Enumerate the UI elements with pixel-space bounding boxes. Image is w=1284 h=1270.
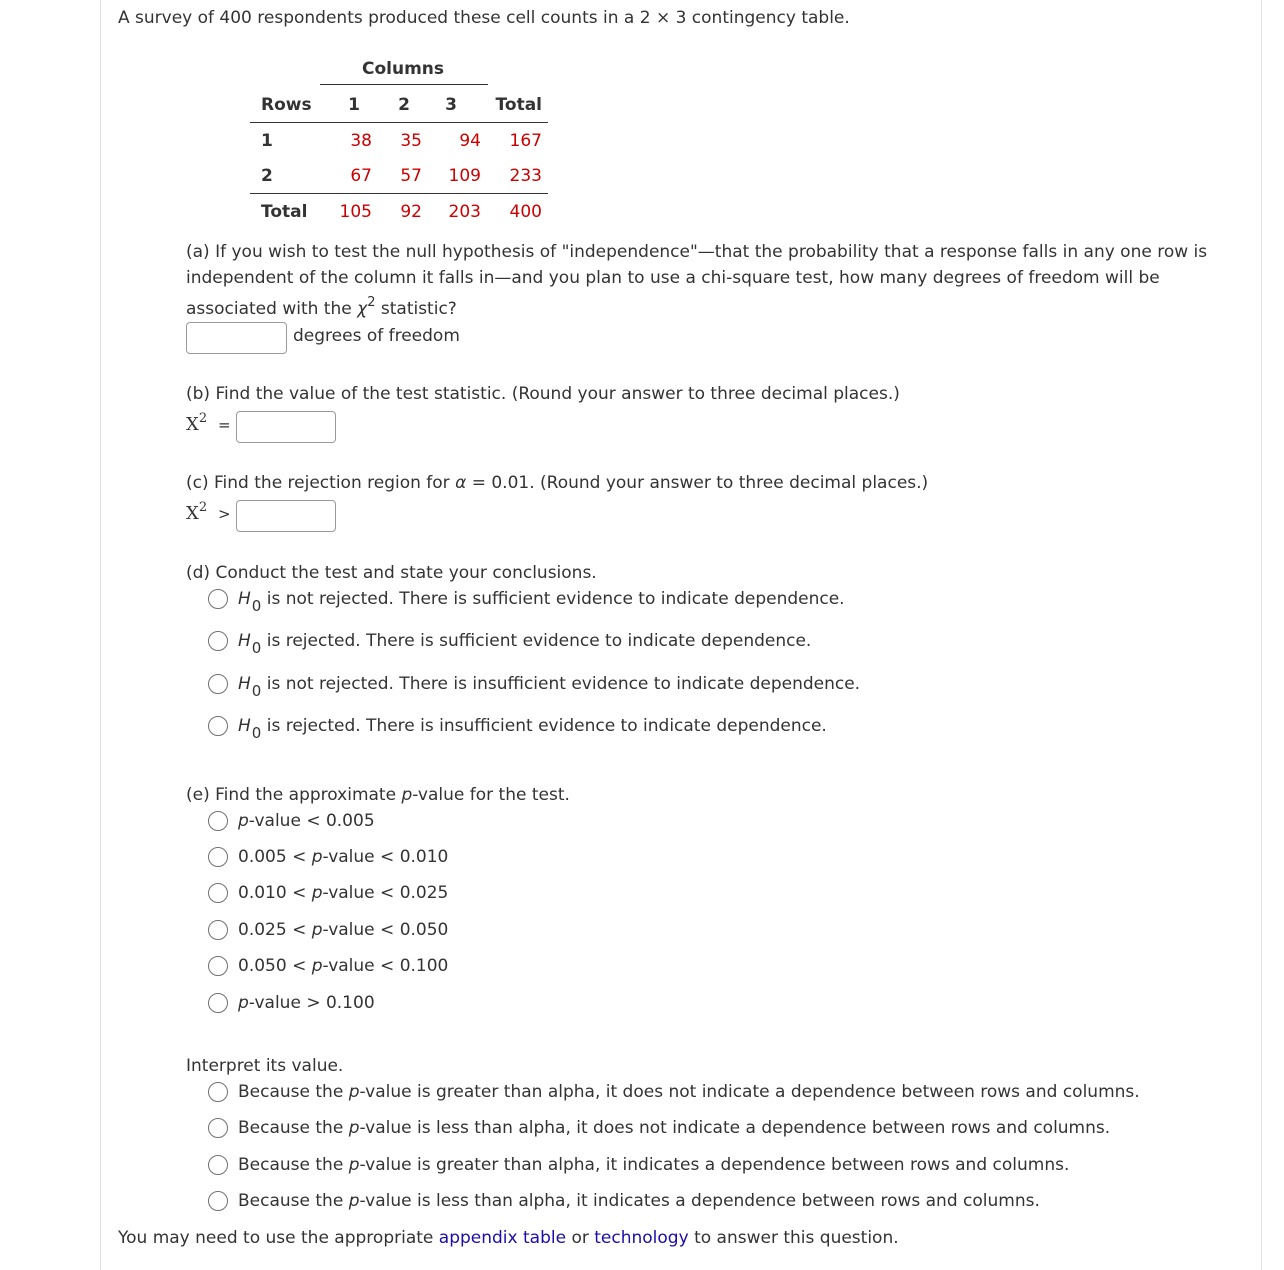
- h-subscript: 0: [251, 639, 262, 657]
- h-subscript: 0: [251, 682, 262, 700]
- p-value-radio[interactable]: [208, 883, 228, 903]
- part-e-text-pre: (e) Find the approximate: [186, 785, 397, 805]
- interpret-statement: -value is less than alpha, it does not indicate a dependence between rows and columns.: [359, 1118, 1111, 1138]
- part-c-text: [186, 473, 928, 493]
- conclusion-label: [238, 631, 812, 657]
- rejection-region-input[interactable]: [236, 500, 336, 532]
- chi-symbol: χ: [357, 299, 368, 319]
- p-symbol: p: [348, 1191, 360, 1211]
- p-value-label: [238, 993, 375, 1013]
- p-value-radio[interactable]: [208, 920, 228, 940]
- p-value-pre: 0.025 <: [238, 920, 312, 940]
- p-value-range: -value < 0.100: [322, 956, 449, 976]
- table-cell: 105: [339, 202, 372, 222]
- total-underline: [250, 193, 548, 194]
- interpret-lead: Because the: [238, 1118, 344, 1138]
- part-c-text-post: = 0.01. (Round your answer to three decimal places.): [471, 473, 929, 493]
- p-value-radio[interactable]: [208, 993, 228, 1013]
- footer-note: [118, 1228, 899, 1248]
- chi-square-x: X: [186, 414, 199, 435]
- part-a-line3-pre: associated with the: [186, 299, 352, 319]
- interpret-radio[interactable]: [208, 1082, 228, 1102]
- h-symbol: H: [238, 674, 251, 694]
- h-symbol: H: [238, 716, 251, 736]
- p-value-label: [238, 883, 448, 903]
- conclusion-text: is rejected. There is insufficient evidence to indicate dependence.: [266, 716, 827, 736]
- row-label: Total: [261, 202, 308, 222]
- p-value-pre: 0.010 <: [238, 883, 312, 903]
- h-subscript: 0: [251, 724, 262, 742]
- p-symbol: p: [348, 1082, 360, 1102]
- p-symbol: p: [311, 920, 323, 940]
- p-symbol: p: [348, 1155, 360, 1175]
- interpret-label: [238, 1118, 1110, 1138]
- conclusion-label: [238, 716, 827, 742]
- p-symbol: p: [311, 883, 323, 903]
- p-value-range: -value < 0.005: [248, 811, 375, 831]
- interpret-lead: Because the: [238, 1082, 344, 1102]
- footer-post: to answer this question.: [694, 1228, 899, 1248]
- interpret-statement: -value is greater than alpha, it does not indicate a dependence between rows and columns.: [359, 1082, 1140, 1102]
- table-cell: 109: [448, 166, 481, 186]
- h-subscript: 0: [251, 597, 262, 615]
- equals-sign: =: [218, 416, 231, 434]
- p-symbol: p: [238, 993, 249, 1013]
- p-value-label: [238, 920, 448, 940]
- table-cell: 400: [509, 202, 542, 222]
- p-symbol: p: [401, 785, 413, 805]
- h-symbol: H: [238, 589, 251, 609]
- conclusion-radio[interactable]: [208, 674, 228, 694]
- row-label: 2: [261, 166, 273, 186]
- technology-link[interactable]: technology: [594, 1228, 689, 1248]
- p-value-pre: 0.050 <: [238, 956, 312, 976]
- rejection-chi-x: X: [186, 503, 199, 524]
- appendix-table-link[interactable]: appendix table: [438, 1228, 567, 1248]
- col-label: 2: [398, 95, 410, 115]
- rejection-chi-label: [186, 500, 208, 524]
- rejection-chi-superscript: 2: [198, 500, 208, 515]
- part-a-line2: independent of the column it falls in—and you plan to use a chi-square test, how many degrees of freedom will be: [186, 268, 1160, 288]
- p-symbol: p: [311, 847, 323, 867]
- interpret-label: [238, 1155, 1069, 1175]
- conclusion-text: is not rejected. There is sufficient evidence to indicate dependence.: [266, 589, 845, 609]
- p-value-radio[interactable]: [208, 956, 228, 976]
- conclusion-text: is not rejected. There is insufficient evidence to indicate dependence.: [266, 674, 861, 694]
- part-a-line3-post: statistic?: [380, 299, 457, 319]
- interpret-radio[interactable]: [208, 1155, 228, 1175]
- p-value-label: [238, 811, 375, 831]
- interpret-radio[interactable]: [208, 1118, 228, 1138]
- p-value-label: [238, 847, 448, 867]
- part-a-line3: [186, 295, 457, 319]
- footer-mid: or: [571, 1228, 589, 1248]
- table-cell: 167: [509, 131, 542, 151]
- p-symbol: p: [311, 956, 323, 976]
- interpret-lead: Because the: [238, 1191, 344, 1211]
- p-value-pre: 0.005 <: [238, 847, 312, 867]
- col-label: 1: [348, 95, 360, 115]
- degrees-of-freedom-input[interactable]: [186, 322, 287, 354]
- interpret-label: [238, 1191, 1040, 1211]
- interpret-lead: Because the: [238, 1155, 344, 1175]
- conclusion-label: [238, 589, 845, 615]
- part-a-line1: (a) If you wish to test the null hypothesis of "independence"—that the probability that a response falls in any one row is: [186, 242, 1208, 262]
- row-label: 1: [261, 131, 273, 151]
- h-symbol: H: [238, 631, 251, 651]
- interpret-statement: -value is less than alpha, it indicates a dependence between rows and columns.: [359, 1191, 1040, 1211]
- p-value-radio[interactable]: [208, 847, 228, 867]
- columns-underline: [320, 84, 488, 85]
- rows-label: Rows: [261, 95, 312, 115]
- part-b-text: (b) Find the value of the test statistic. (Round your answer to three decimal places.): [186, 384, 900, 404]
- part-c-text-pre: (c) Find the rejection region for: [186, 473, 450, 493]
- conclusion-label: [238, 674, 861, 700]
- interpret-statement: -value is greater than alpha, it indicates a dependence between rows and columns.: [359, 1155, 1070, 1175]
- interpret-text: Interpret its value.: [186, 1056, 344, 1076]
- p-value-range: -value < 0.025: [322, 883, 449, 903]
- col-label: 3: [445, 95, 457, 115]
- table-cell: 57: [400, 166, 422, 186]
- table-cell: 233: [509, 166, 542, 186]
- p-value-label: [238, 956, 448, 976]
- p-value-range: -value < 0.050: [322, 920, 449, 940]
- part-e-text-post: -value for the test.: [412, 785, 570, 805]
- p-value-radio[interactable]: [208, 811, 228, 831]
- p-value-range: -value < 0.010: [322, 847, 449, 867]
- alpha-symbol: α: [455, 473, 467, 493]
- chi-superscript: 2: [367, 295, 376, 310]
- conclusion-radio[interactable]: [208, 589, 228, 609]
- p-value-range: -value > 0.100: [248, 993, 375, 1013]
- table-cell: 94: [459, 131, 481, 151]
- table-cell: 35: [400, 131, 422, 151]
- col-label: Total: [495, 95, 542, 115]
- part-d-text: (d) Conduct the test and state your conclusions.: [186, 563, 597, 583]
- conclusion-radio[interactable]: [208, 716, 228, 736]
- columns-header: Columns: [362, 59, 445, 79]
- test-statistic-input[interactable]: [236, 411, 336, 443]
- footer-pre: You may need to use the appropriate: [118, 1228, 434, 1248]
- chi-square-superscript: 2: [198, 411, 208, 426]
- interpret-radio[interactable]: [208, 1191, 228, 1211]
- table-cell: 67: [350, 166, 372, 186]
- p-symbol: p: [348, 1118, 360, 1138]
- intro-text: A survey of 400 respondents produced these cell counts in a 2 × 3 contingency table.: [118, 8, 850, 28]
- interpret-label: [238, 1082, 1140, 1102]
- degrees-of-freedom-unit: degrees of freedom: [293, 326, 460, 346]
- conclusion-radio[interactable]: [208, 631, 228, 651]
- table-cell: 203: [448, 202, 481, 222]
- header-underline: [250, 122, 548, 123]
- part-e-text: [186, 785, 570, 805]
- chi-square-label: [186, 411, 208, 435]
- p-symbol: p: [238, 811, 249, 831]
- table-cell: 38: [350, 131, 372, 151]
- conclusion-text: is rejected. There is sufficient evidence to indicate dependence.: [266, 631, 812, 651]
- greater-than-sign: >: [218, 505, 231, 523]
- table-cell: 92: [400, 202, 422, 222]
